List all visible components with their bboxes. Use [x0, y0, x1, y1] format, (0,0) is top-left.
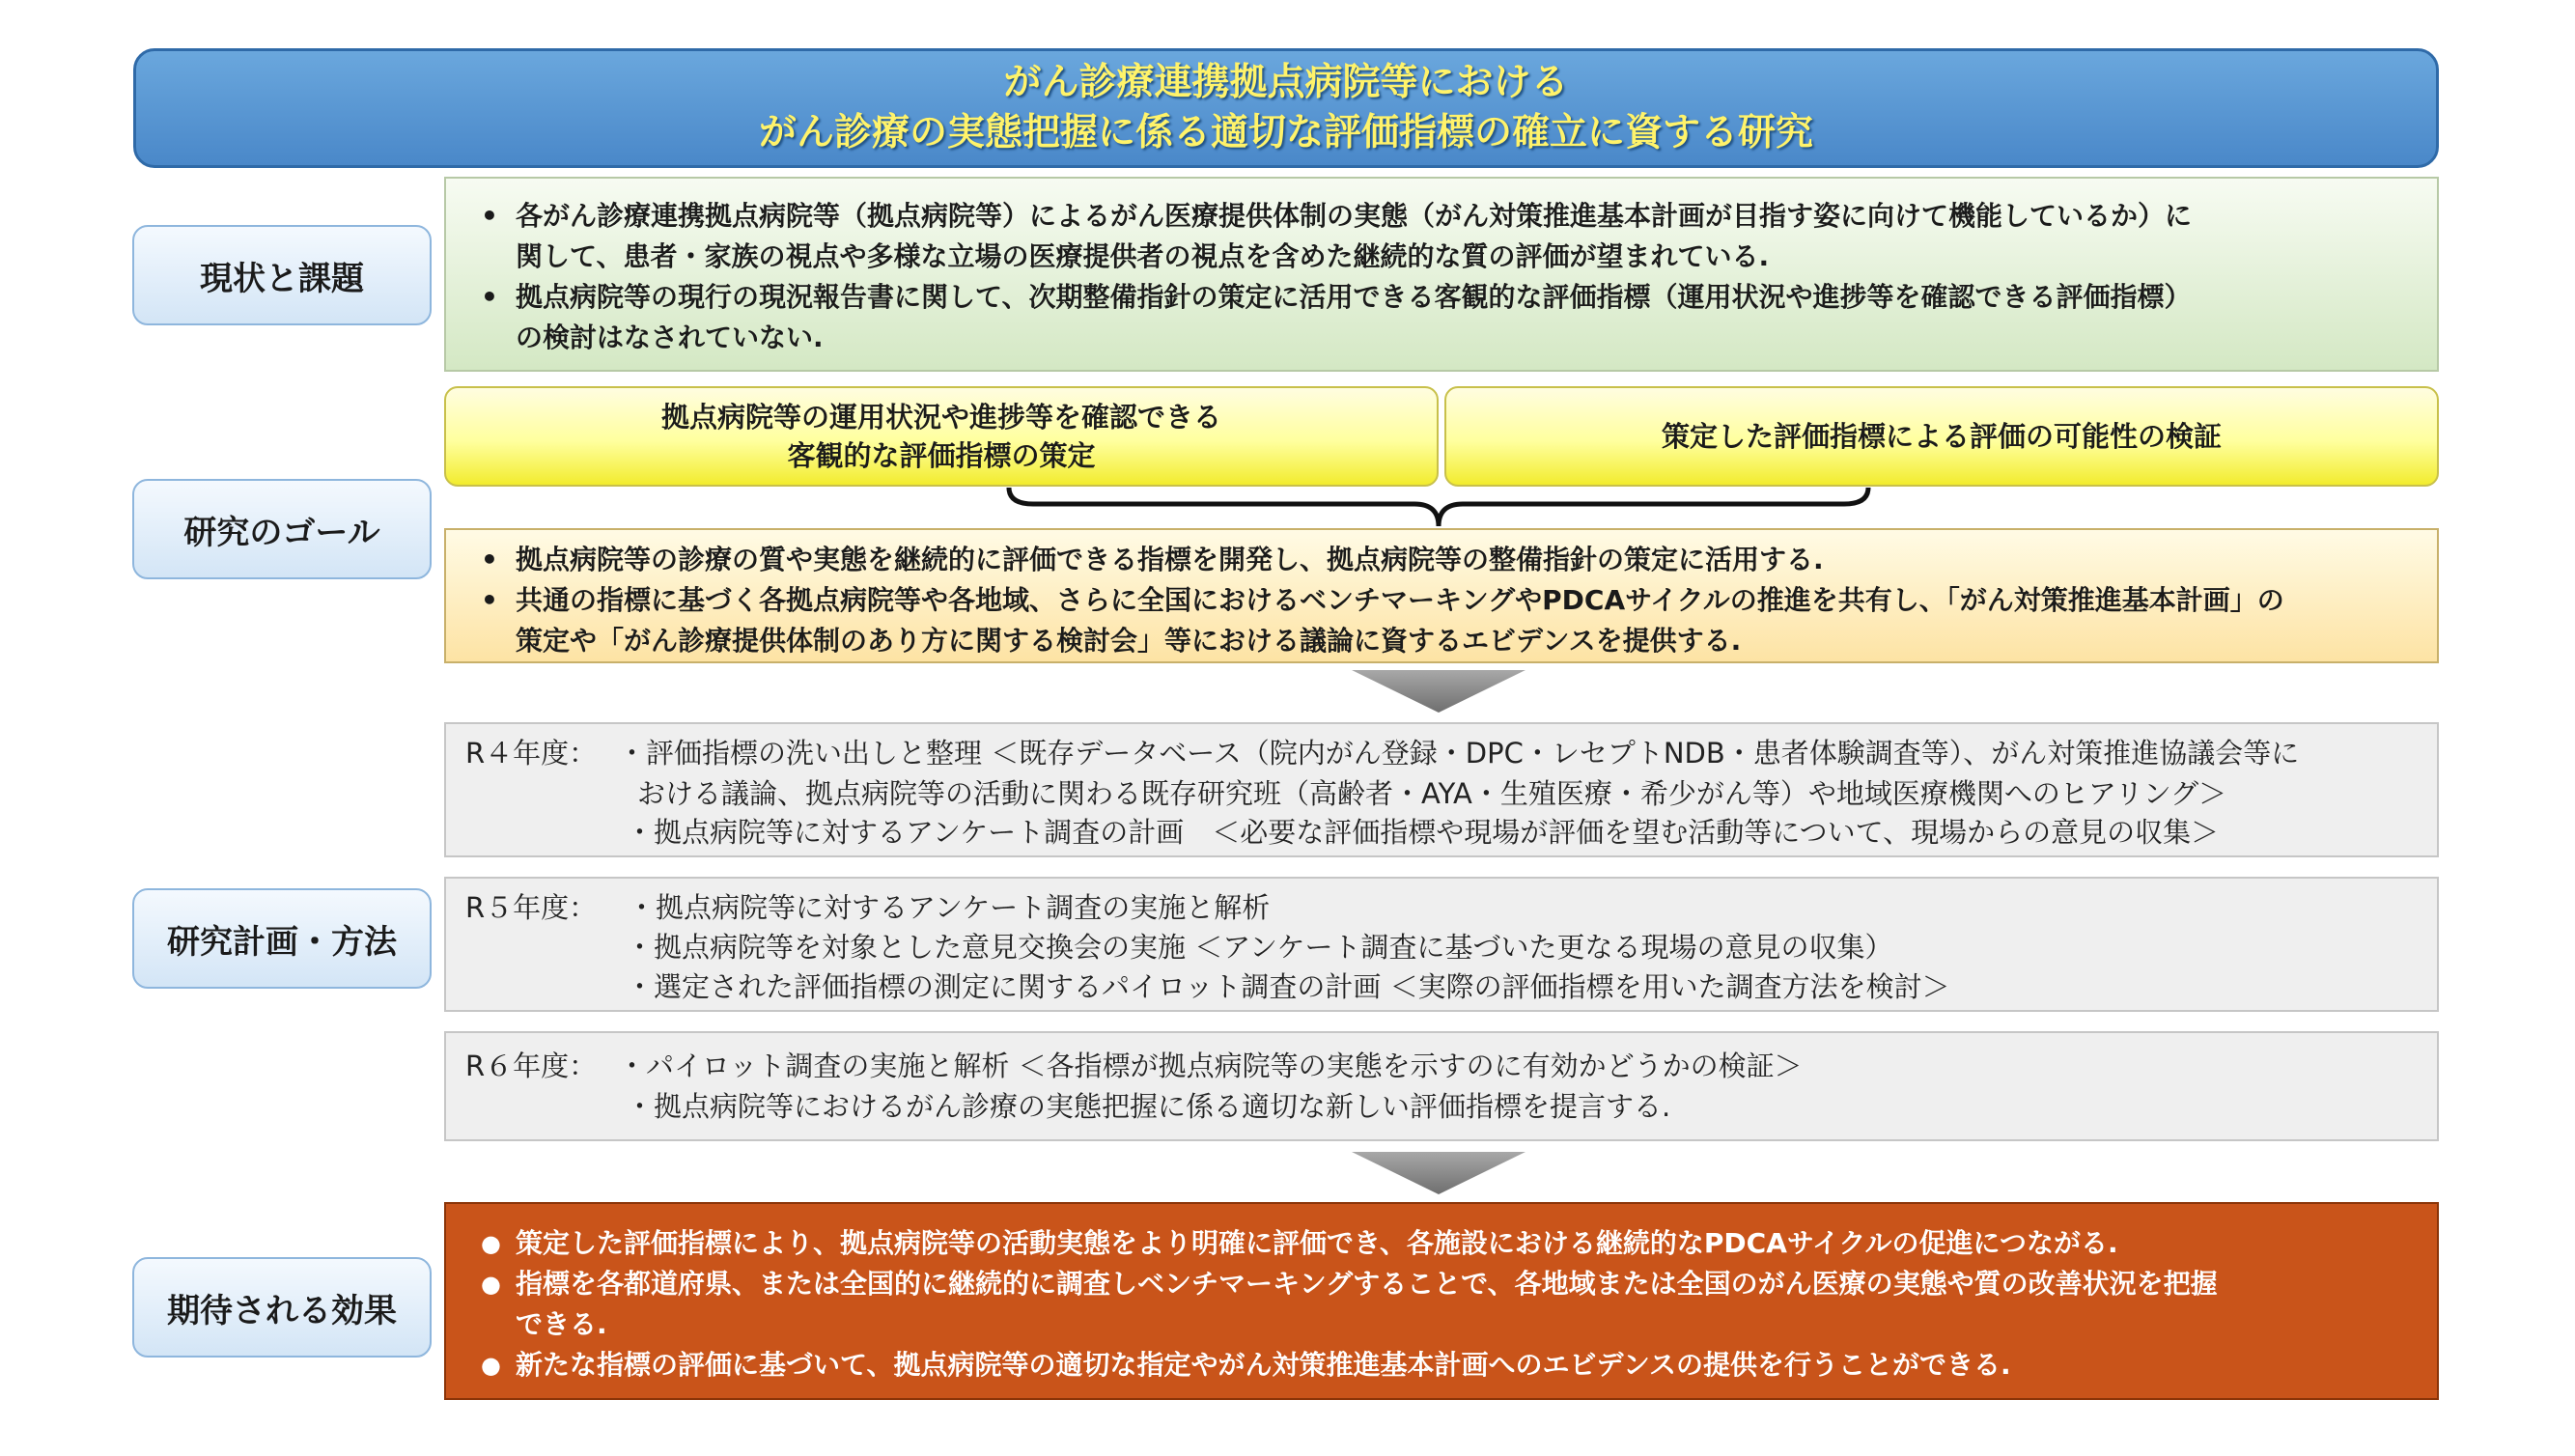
title-banner — [133, 48, 2439, 168]
list-item: • 拠点病院等の診療の質や実態を継続的に評価できる指標を開発し、拠点病院等の整備指針の策定に活用する. — [460, 540, 2408, 580]
list-item: • 共通の指標に基づく各拠点病院等や各地域、さらに全国におけるベンチマーキングやPDCAサイクルの推進を共有し、「がん対策推進基本計画」の 策定や「がん診療提供体制のあり方に関する検討会」等における議論に資するエビデンスを提供する. — [460, 580, 2408, 661]
expected-effect-box — [444, 1202, 2439, 1400]
title-line-2: がん診療の実態把握に係る適切な評価指標の確立に資する研究 — [758, 111, 1813, 154]
current-status-box — [444, 177, 2439, 372]
title-line-1: がん診療連携拠点病院等における — [1003, 61, 1569, 104]
brace-path — [1009, 488, 1868, 526]
plan-r4-box: R４年度： ・評価指標の洗い出しと整理 ＜既存データベース（院内がん登録・DPC・レセプトNDB・患者体験調査等）、がん対策推進協議会等に おける議論、拠点病院等の活動に関わる既存研究班（高齢者・AYA・生殖医療・希少がん等）や地域医療機関へのヒアリング＞ ・拠点病院等に対するアンケート調査の計画 ＜必要な評価指標や現場が評価を望む活動等について、現場からの意見の収集＞ — [444, 722, 2439, 857]
label-effect: 期待される効果 — [132, 1257, 432, 1358]
list-item: ● 指標を各都道府県、または全国的に継続的に調査しベンチマーキングすることで、各地域または全国のがん医療の実態や質の改善状況を把握 できる. — [460, 1264, 2408, 1345]
list-item: ● 策定した評価指標により、拠点病院等の活動実態をより明確に評価でき、各施設における継続的なPDCAサイクルの促進につながる. — [460, 1223, 2408, 1264]
label-plan: 研究計画・方法 — [132, 888, 432, 989]
goal-left-pill: 拠点病院等の運用状況や進捗等を確認できる 客観的な評価指標の策定 — [444, 386, 1439, 487]
plan-r4-year: R４年度： — [465, 737, 598, 770]
list-item: • 各がん診療連携拠点病院等（拠点病院等）によるがん医療提供体制の実態（がん対策推進基本計画が目指す姿に向けて機能しているか）に 関して、患者・家族の視点や多様な立場の医療提供者の視点を含めた継続的な質の評価が望まれている. — [460, 196, 2408, 277]
label-current: 現状と課題 — [132, 225, 432, 325]
brace-connector — [1004, 483, 1873, 531]
label-goal: 研究のゴール — [132, 479, 432, 579]
plan-r6-box: R６年度： ・パイロット調査の実施と解析 ＜各指標が拠点病院等の実態を示すのに有効かどうかの検証＞ ・拠点病院等におけるがん診療の実態把握に係る適切な新しい評価指標を提言する. — [444, 1031, 2439, 1141]
down-arrow-icon — [1352, 670, 1525, 713]
goal-details-box — [444, 528, 2439, 663]
list-item: • 拠点病院等の現行の現況報告書に関して、次期整備指針の策定に活用できる客観的な評価指標（運用状況や進捗等を確認できる評価指標） の検討はなされていない. — [460, 277, 2408, 358]
list-item: ● 新たな指標の評価に基づいて、拠点病院等の適切な指定やがん対策推進基本計画へのエビデンスの提供を行うことができる. — [460, 1345, 2408, 1386]
down-arrow-icon — [1352, 1152, 1525, 1194]
goal-right-pill: 策定した評価指標による評価の可能性の検証 — [1444, 386, 2439, 487]
plan-r6-year: R６年度： — [465, 1050, 598, 1082]
plan-r5-year: R５年度： — [465, 891, 598, 924]
plan-r5-box: R５年度： ・拠点病院等に対するアンケート調査の実施と解析 ・拠点病院等を対象とした意見交換会の実施 ＜アンケート調査に基づいた更なる現場の意見の収集） ・選定された評価指標の測定に関するパイロット調査の計画 ＜実際の評価指標を用いた調査方法を検討＞ — [444, 877, 2439, 1012]
